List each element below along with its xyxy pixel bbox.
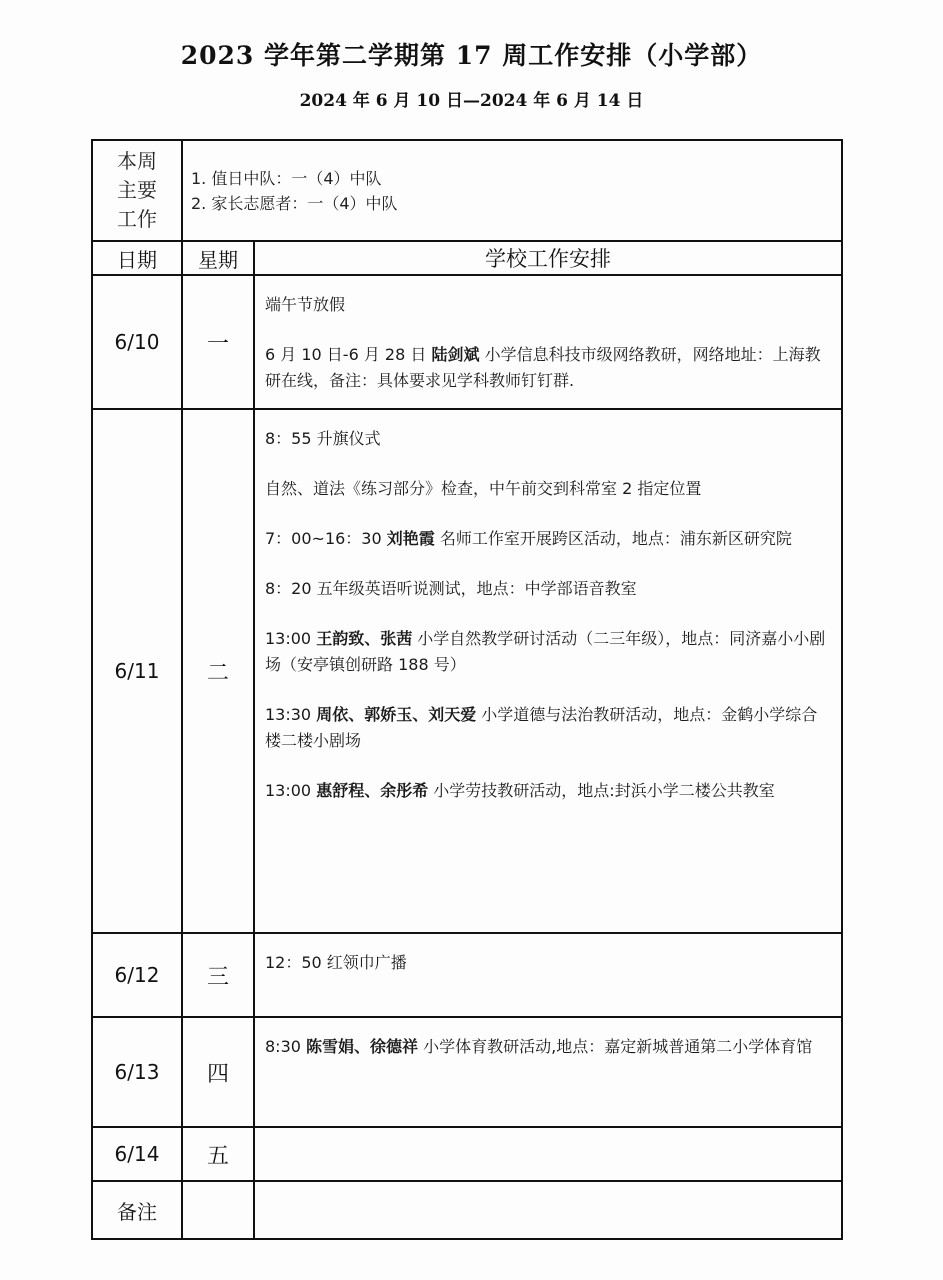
page-title: 2023 学年第二学期第 17 周工作安排（小学部） [180, 41, 763, 70]
date-cell: 6/12 [92, 933, 182, 1017]
date-range: 2024 年 6 月 10 日—2024 年 6 月 14 日 [299, 91, 644, 111]
remarks-row [92, 1181, 842, 1239]
schedule-entry [265, 526, 831, 552]
person-name: 王韵致、张茜 [316, 629, 413, 648]
remarks-label: 备注 [92, 1181, 182, 1239]
remarks-spacer [182, 1181, 254, 1239]
day-row [92, 409, 842, 933]
person-name: 刘艳霞 [386, 529, 435, 548]
column-header-arrangement: 学校工作安排 [254, 241, 842, 275]
main-work-item: 2. 家长志愿者：一（4）中队 [191, 193, 398, 213]
schedule-entry [265, 476, 831, 502]
entry-text: 12：50 红领巾广播 [265, 953, 407, 972]
column-header-date: 日期 [92, 241, 182, 275]
date-cell: 6/13 [92, 1017, 182, 1127]
entry-text: 8：20 五年级英语听说测试，地点：中学部语音教室 [265, 579, 637, 598]
day-row [92, 1127, 842, 1181]
main-work-row [92, 140, 842, 241]
person-name: 陈雪娟、徐德祥 [306, 1037, 419, 1056]
entry-text: 13:00 [265, 629, 317, 648]
entry-text: 8:30 [265, 1037, 307, 1056]
schedule-entry [265, 426, 831, 452]
weekday-cell: 四 [182, 1017, 254, 1127]
column-header-row [92, 241, 842, 275]
weekday-cell: 一 [182, 275, 254, 409]
arrangement-cell [254, 1127, 842, 1181]
arrangement-cell [254, 933, 842, 1017]
date-cell: 6/11 [92, 409, 182, 933]
day-row [92, 275, 842, 409]
person-name: 惠舒程、余彤希 [316, 781, 429, 800]
person-name: 陆剑斌 [431, 345, 480, 364]
date-cell: 6/10 [92, 275, 182, 409]
remarks-content [254, 1181, 842, 1239]
day-row [92, 933, 842, 1017]
person-name: 周依、郭娇玉、刘天爱 [316, 705, 477, 724]
day-row [92, 1017, 842, 1127]
entry-text: 13:30 [265, 705, 317, 724]
entry-text: 小学道德与法治教研活动，地点：金鹤小学综合楼二楼小剧场 [265, 705, 818, 750]
entry-text: 6 月 10 日-6 月 28 日 [265, 345, 432, 364]
date-cell: 6/14 [92, 1127, 182, 1181]
arrangement-cell [254, 409, 842, 933]
main-work-label: 本周 主要 工作 [92, 140, 182, 241]
entry-text: 小学自然教学研讨活动（二三年级），地点：同济嘉小小剧场（安亭镇创研路 188 号） [265, 629, 826, 674]
main-work-items [182, 140, 842, 241]
entry-text: 小学体育教研活动,地点：嘉定新城普通第二小学体育馆 [418, 1037, 813, 1056]
entry-text: 7：00~16：30 [265, 529, 387, 548]
main-work-item: 1. 值日中队：一（4）中队 [191, 168, 382, 188]
schedule-entry [265, 778, 831, 804]
entry-text: 8：55 升旗仪式 [265, 429, 381, 448]
schedule-entry [265, 626, 831, 678]
schedule-entry [265, 950, 831, 976]
schedule-entry [265, 342, 831, 394]
arrangement-cell [254, 1017, 842, 1127]
weekday-cell: 五 [182, 1127, 254, 1181]
column-header-weekday: 星期 [182, 241, 254, 275]
entry-text: 自然、道法《练习部分》检查，中午前交到科常室 2 指定位置 [265, 479, 702, 498]
schedule-entry [265, 292, 831, 318]
entry-text: 13:00 [265, 781, 317, 800]
schedule-entry [265, 1034, 831, 1060]
schedule-table [91, 139, 843, 1240]
entry-text: 小学劳技教研活动，地点:封浜小学二楼公共教室 [428, 781, 775, 800]
entry-text: 小学信息科技市级网络教研，网络地址：上海教研在线，备注：具体要求见学科教师钉钉群. [265, 345, 821, 390]
weekday-cell: 三 [182, 933, 254, 1017]
weekday-cell: 二 [182, 409, 254, 933]
schedule-entry [265, 702, 831, 754]
entry-text: 端午节放假 [265, 295, 346, 314]
schedule-entry [265, 576, 831, 602]
entry-text: 名师工作室开展跨区活动，地点：浦东新区研究院 [434, 529, 792, 548]
arrangement-cell [254, 275, 842, 409]
